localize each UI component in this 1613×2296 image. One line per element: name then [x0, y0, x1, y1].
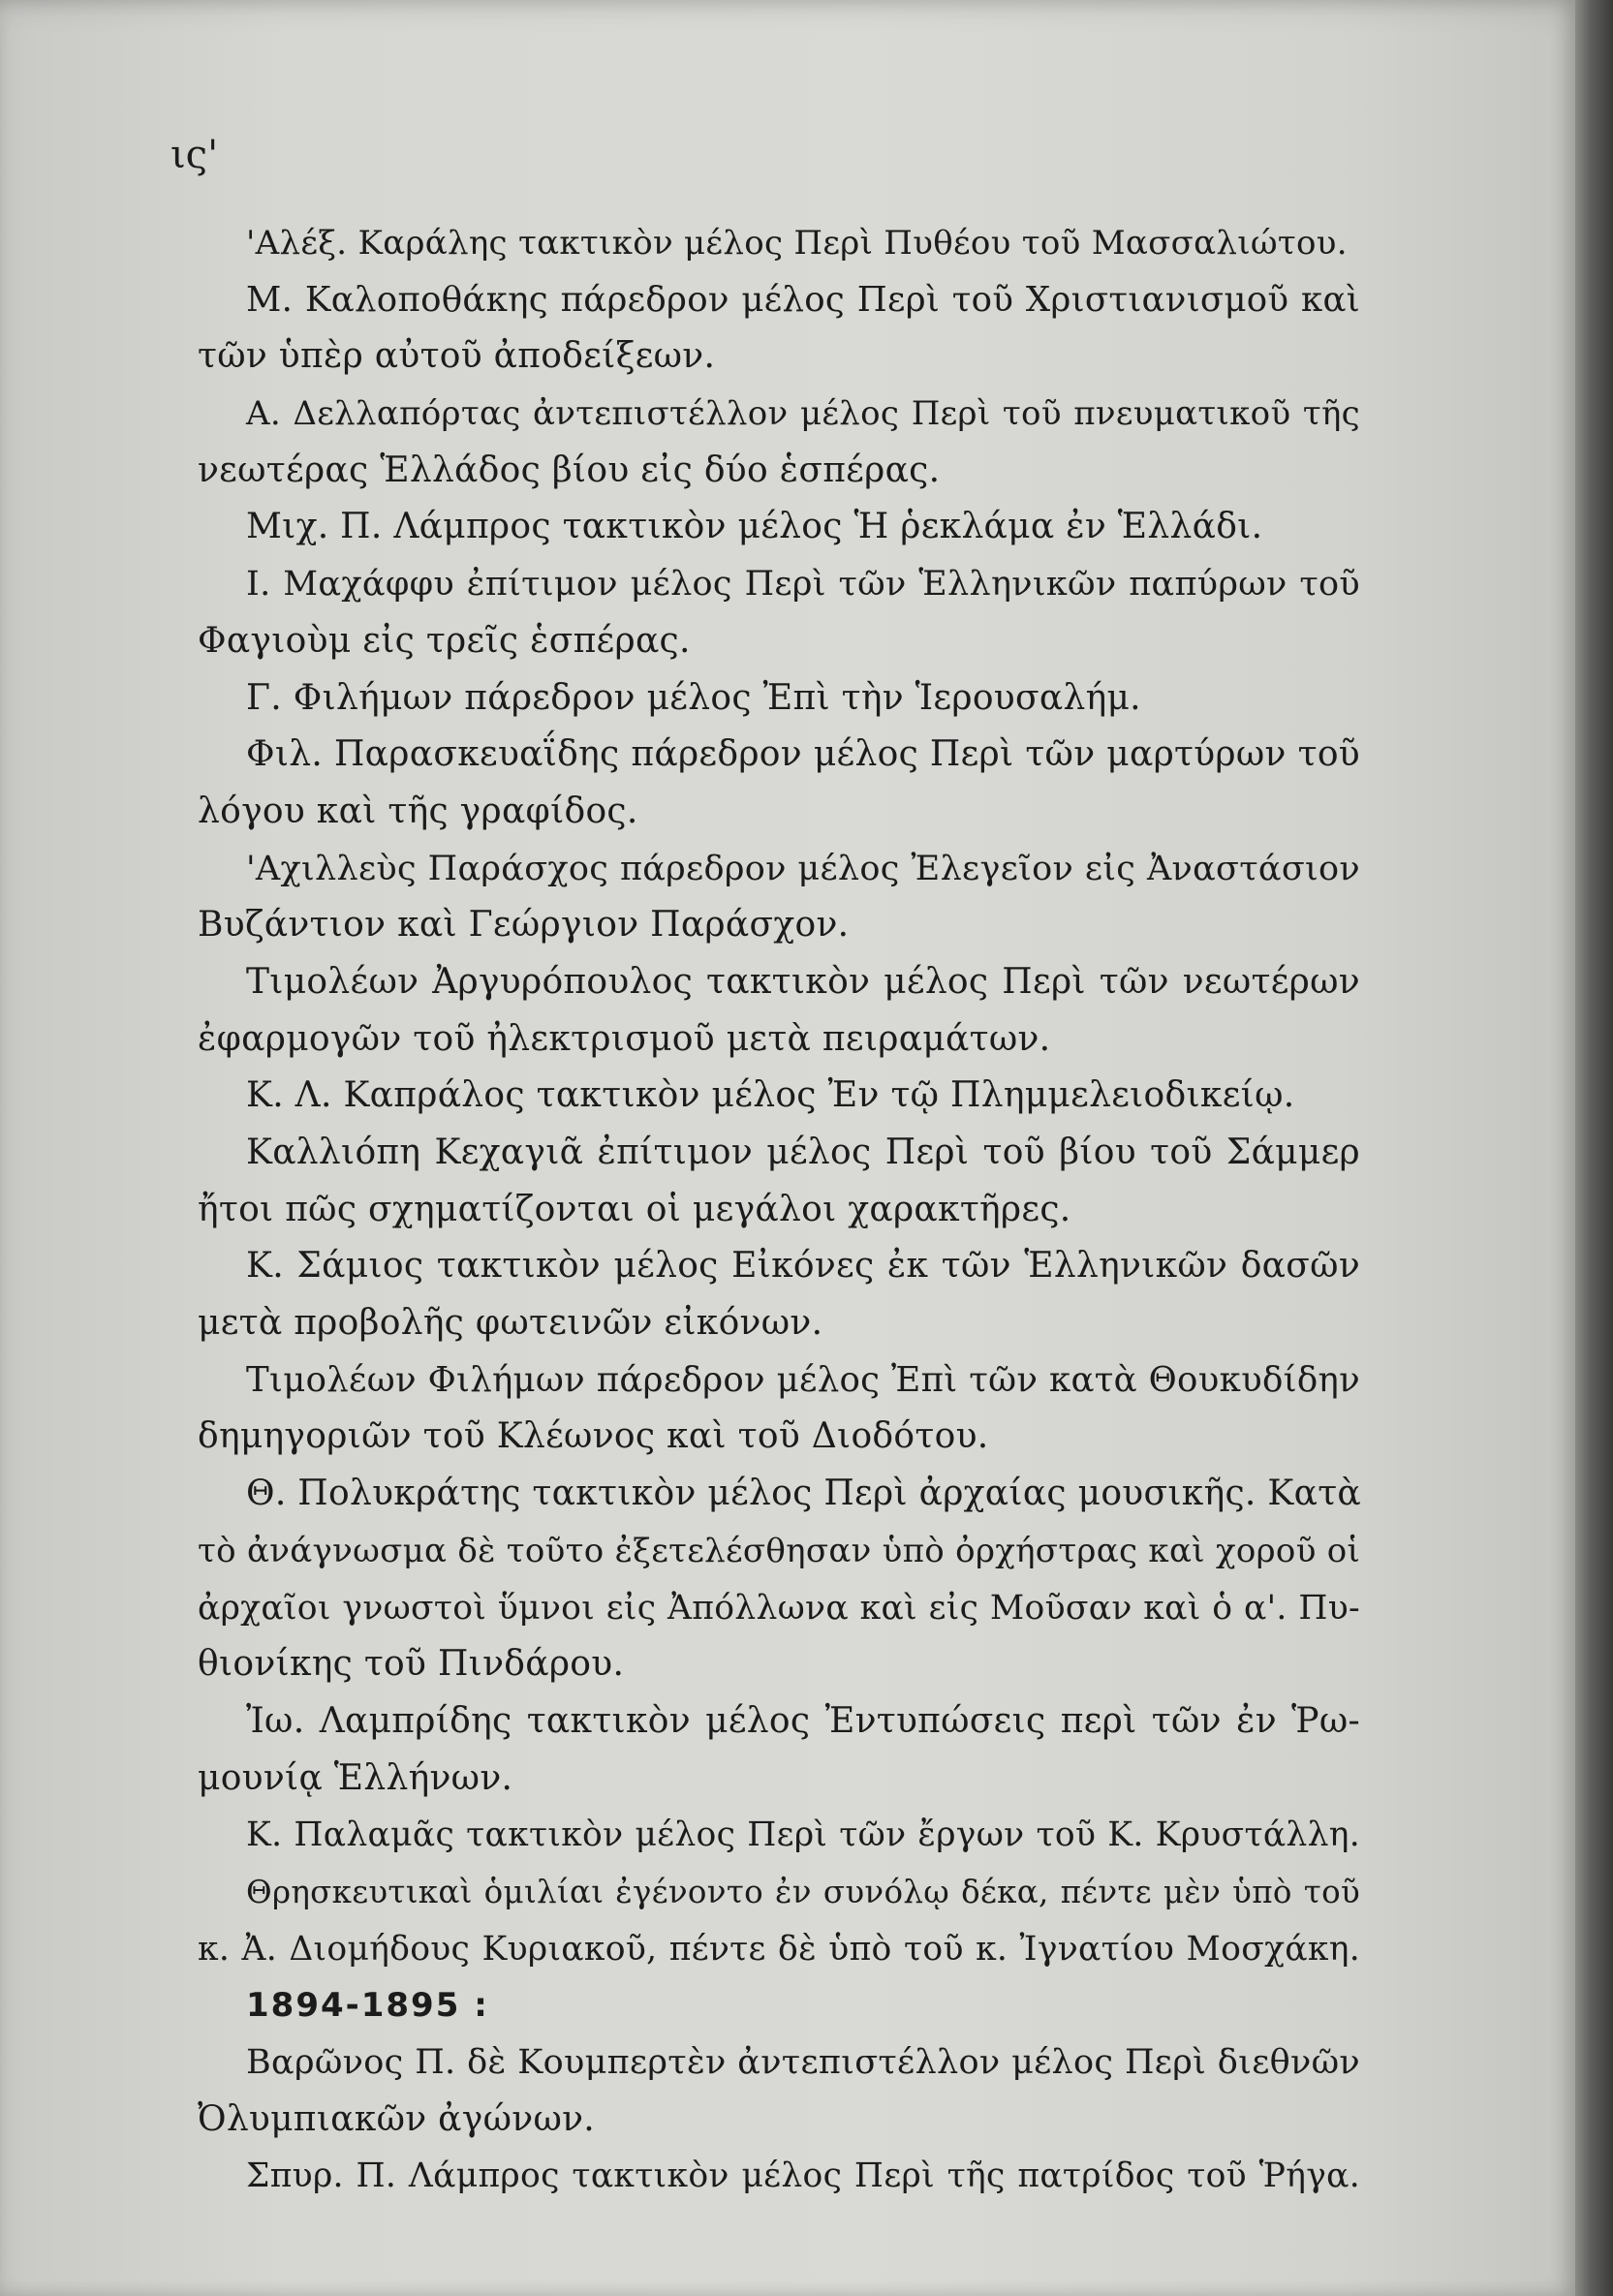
text-line: Ἰω. Λαμπρίδης τακτικὸν μέλος Ἐντυπώσεις περὶ τῶν ἐν Ῥω-	[246, 1700, 1360, 1741]
text-line: Μιχ. Π. Λάμπρος τακτικὸν μέλος Ἡ ῥεκλάμα ἐν Ἑλλάδι.	[246, 507, 1263, 547]
text-line: Μ. Καλοποθάκης πάρεδρον μέλος Περὶ τοῦ Χριστιανισμοῦ καὶ	[246, 279, 1360, 320]
text-line: 'Αχιλλεὺς Παράσχος πάρεδρον μέλος Ἐλεγεῖον εἰς Ἀναστάσιον	[246, 849, 1360, 888]
text-line: τῶν ὑπὲρ αὐτοῦ ἀποδείξεων.	[198, 336, 716, 377]
text-line: ἀρχαῖοι γνωστοὶ ὕμνοι εἰς Ἀπόλλωνα καὶ εἰς Μοῦσαν καὶ ὁ α'. Πυ-	[198, 1588, 1360, 1628]
year-heading: 1894-1895 :	[246, 1986, 489, 2026]
text-line: τὸ ἀνάγνωσμα δὲ τοῦτο ἐξετελέσθησαν ὑπὸ ὀρχήστρας καὶ χοροῦ οἱ	[198, 1531, 1361, 1570]
text-line: κ. Ἀ. Διομήδους Κυριακοῦ, πέντε δὲ ὑπὸ τοῦ κ. Ἰγνατίου Μοσχάκη.	[198, 1929, 1360, 1969]
text-line: Φαγιοὺμ εἰς τρεῖς ἑσπέρας.	[198, 620, 691, 661]
text-line: Βαρῶνος Π. δὲ Κουμπερτὲν ἀντεπιστέλλον μέλος Περὶ διεθνῶν	[246, 2043, 1360, 2082]
text-line: Γ. Φιλήμων πάρεδρον μέλος Ἐπὶ τὴν Ἱερουσαλήμ.	[246, 677, 1141, 718]
page-body	[198, 215, 1360, 2205]
text-line: Κ. Λ. Καπράλος τακτικὸν μέλος Ἐν τῷ Πλημμελειοδικείῳ.	[246, 1075, 1295, 1116]
text-line: Α. Δελλαπόρτας ἀντεπιστέλλον μέλος Περὶ τοῦ πνευματικοῦ τῆς	[246, 394, 1360, 434]
page-number: ις'	[171, 133, 219, 177]
text-line: Θ. Πολυκράτης τακτικὸν μέλος Περὶ ἀρχαίας μουσικῆς. Κατὰ	[246, 1474, 1362, 1514]
text-line: νεωτέρας Ἑλλάδος βίου εἰς δύο ἑσπέρας.	[198, 450, 941, 490]
text-line: λόγου καὶ τῆς γραφίδος.	[198, 791, 638, 831]
text-line: Τιμολέων Φιλήμων πάρεδρον μέλος Ἐπὶ τῶν κατὰ Θουκυδίδην	[246, 1359, 1360, 1400]
text-line: Φιλ. Παρασκευαΐδης πάρεδρον μέλος Περὶ τῶν μαρτύρων τοῦ	[246, 734, 1360, 775]
text-line: δημηγοριῶν τοῦ Κλέωνος καὶ τοῦ Διοδότου.	[198, 1416, 989, 1457]
text-line: ἤτοι πῶς σχηματίζονται οἱ μεγάλοι χαρακτῆρες.	[198, 1189, 1071, 1229]
text-line: Καλλιόπη Κεχαγιᾶ ἐπίτιμον μέλος Περὶ τοῦ βίου τοῦ Σάμμερ	[246, 1132, 1360, 1172]
text-line: Θρησκευτικαὶ ὁμιλίαι ἐγένοντο ἐν συνόλῳ δέκα, πέντε μὲν ὑπὸ τοῦ	[246, 1873, 1360, 1910]
text-line: Βυζάντιον καὶ Γεώργιον Παράσχον.	[198, 905, 850, 946]
text-line: 'Αλέξ. Καράλης τακτικὸν μέλος Περὶ Πυθέου τοῦ Μασσαλιώτου.	[246, 224, 1348, 263]
page-edge	[1575, 0, 1613, 2296]
text-line: Κ. Σάμιος τακτικὸν μέλος Εἰκόνες ἐκ τῶν Ἑλληνικῶν δασῶν	[246, 1246, 1360, 1287]
text-line: Σπυρ. Π. Λάμπρος τακτικὸν μέλος Περὶ τῆς πατρίδος τοῦ Ῥήγα.	[246, 2156, 1360, 2196]
text-line: Ὀλυμπιακῶν ἀγώνων.	[198, 2098, 596, 2139]
text-line: ἐφαρμογῶν τοῦ ἠλεκτρισμοῦ μετὰ πειραμάτων.	[198, 1018, 1051, 1059]
text-line: μετὰ προβολῆς φωτεινῶν εἰκόνων.	[198, 1303, 823, 1344]
text-line: θιονίκης τοῦ Πινδάρου.	[198, 1644, 625, 1685]
text-line: μουνίᾳ Ἑλλήνων.	[198, 1757, 513, 1798]
text-line: Τιμολέων Ἀργυρόπουλος τακτικὸν μέλος Περὶ τῶν νεωτέρων	[246, 961, 1360, 1002]
text-line: Κ. Παλαμᾶς τακτικὸν μέλος Περὶ τῶν ἔργων τοῦ Κ. Κρυστάλλη.	[246, 1815, 1360, 1855]
text-line: Ι. Μαχάφφυ ἐπίτιμον μέλος Περὶ τῶν Ἑλληνικῶν παπύρων τοῦ	[246, 565, 1360, 605]
